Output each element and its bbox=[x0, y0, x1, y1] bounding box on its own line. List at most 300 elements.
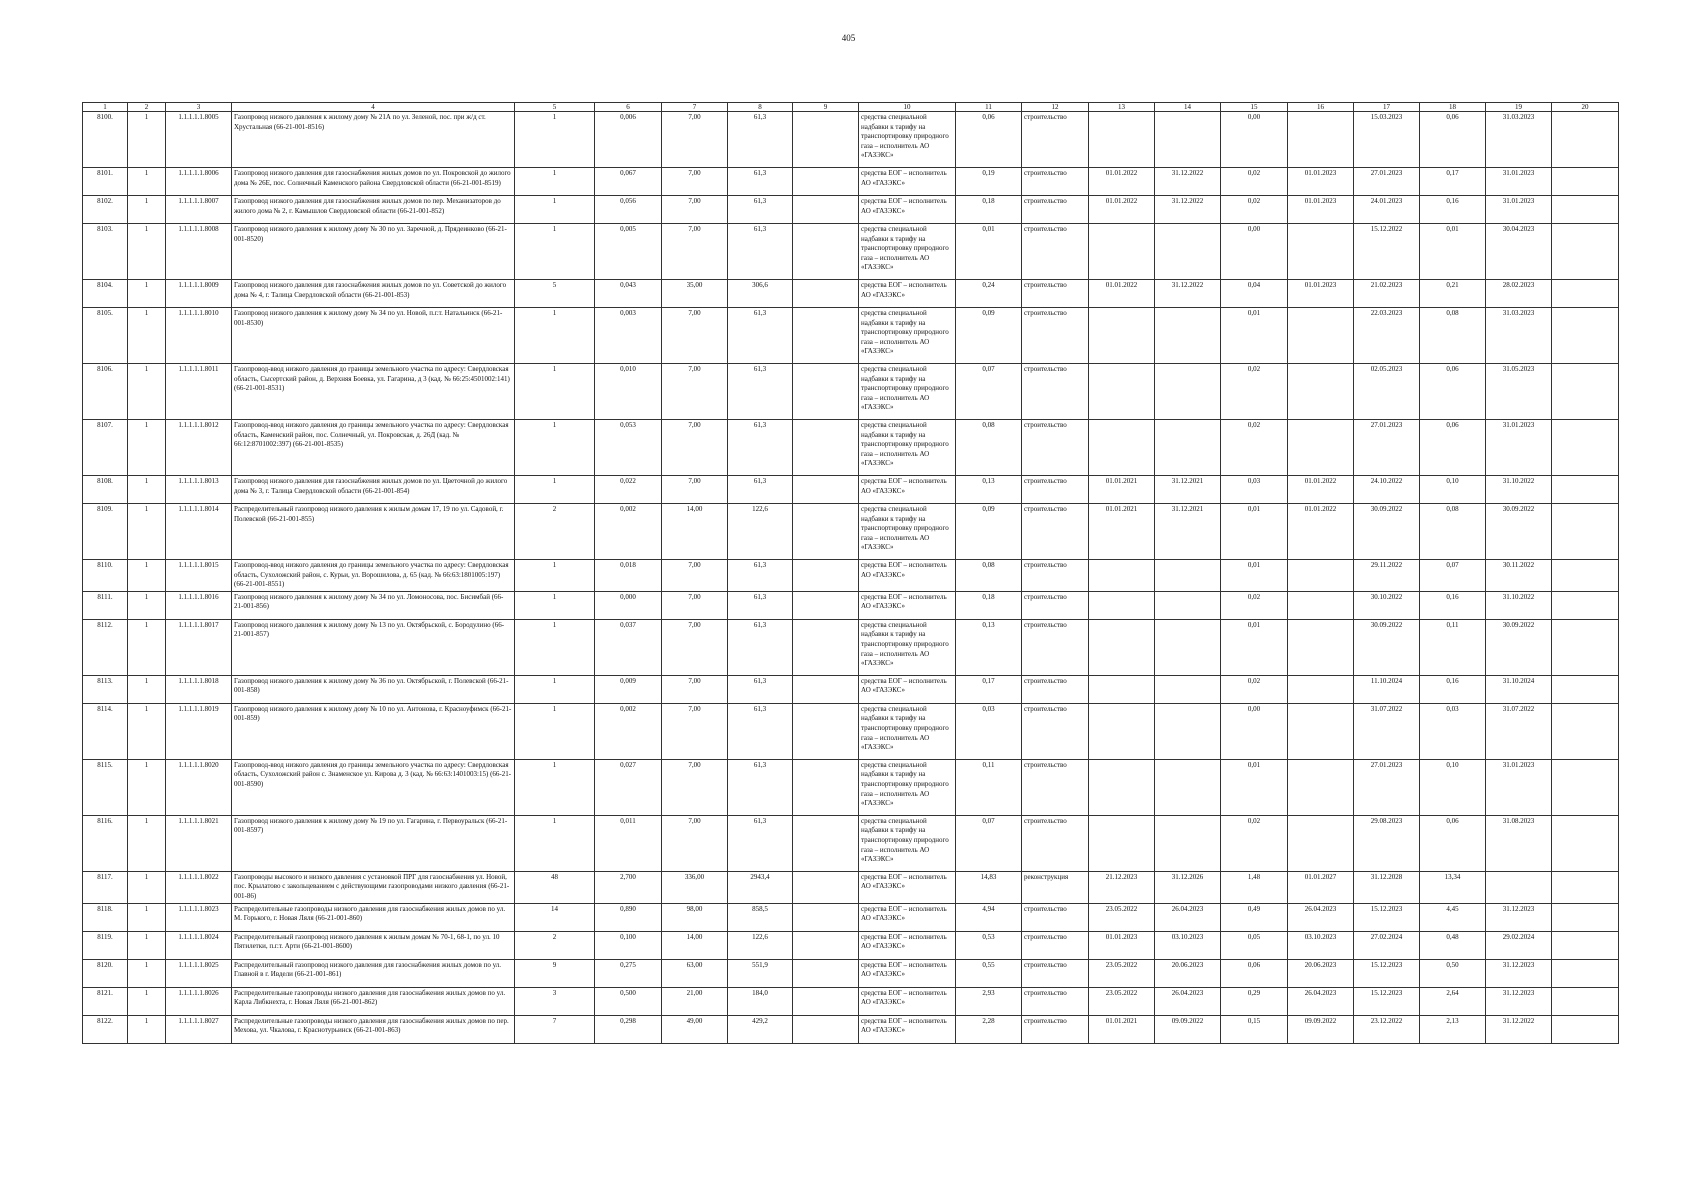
col-15: 0,02 bbox=[1221, 591, 1288, 619]
col-2: 1 bbox=[128, 815, 166, 871]
col-9 bbox=[793, 871, 859, 903]
table-row bbox=[83, 931, 1619, 959]
col-8: 2943,4 bbox=[728, 871, 793, 903]
col-9 bbox=[793, 903, 859, 931]
row-number: 8111. bbox=[83, 591, 128, 619]
row-number: 8102. bbox=[83, 196, 128, 224]
col-18: 4,45 bbox=[1420, 903, 1486, 931]
col-5: 1 bbox=[515, 420, 595, 476]
col-18: 0,16 bbox=[1420, 591, 1486, 619]
col-11: 0,11 bbox=[956, 759, 1022, 815]
col-15: 0,29 bbox=[1221, 987, 1288, 1015]
col-17: 15.12.2023 bbox=[1354, 987, 1420, 1015]
object-description: Распределительный газопровод низкого давления к жилым домам 17, 19 по ул. Садовой, г. Полевской (66-21-001-855) bbox=[232, 504, 515, 560]
col-11: 0,24 bbox=[956, 280, 1022, 308]
col-11: 0,53 bbox=[956, 931, 1022, 959]
object-description: Распределительный газопровод низкого давления к жилым домам № 70-1, 68-1, по ул. 10 Пятилетки, п.г.т. Арти (66-21-001-8600) bbox=[232, 931, 515, 959]
col-17: 31.07.2022 bbox=[1354, 703, 1420, 759]
col-5: 1 bbox=[515, 759, 595, 815]
col-8: 61,3 bbox=[728, 619, 793, 675]
funding-source: средства ЕОГ – исполнитель АО «ГАЗЭКС» bbox=[859, 987, 956, 1015]
col-8: 122,6 bbox=[728, 931, 793, 959]
col-17: 15.03.2023 bbox=[1354, 112, 1420, 168]
object-description: Газопровод низкого давления для газоснабжения жилых домов по ул. Советской до жилого дома № 4, г. Талица Свердловской области (66-21-001-853) bbox=[232, 280, 515, 308]
col-9 bbox=[793, 504, 859, 560]
row-number: 8101. bbox=[83, 168, 128, 196]
funding-source: средства специальной надбавки к тарифу на транспортировку природного газа – исполнитель АО «ГАЗЭКС» bbox=[859, 759, 956, 815]
row-number: 8106. bbox=[83, 364, 128, 420]
col-8: 61,3 bbox=[728, 815, 793, 871]
funding-source: средства специальной надбавки к тарифу на транспортировку природного газа – исполнитель АО «ГАЗЭКС» bbox=[859, 224, 956, 280]
col-5: 1 bbox=[515, 703, 595, 759]
work-type: строительство bbox=[1022, 476, 1089, 504]
col-5: 9 bbox=[515, 959, 595, 987]
col-11: 0,08 bbox=[956, 420, 1022, 476]
length-km: 0,056 bbox=[595, 196, 662, 224]
length-km: 0,000 bbox=[595, 591, 662, 619]
row-number: 8107. bbox=[83, 420, 128, 476]
col-2: 1 bbox=[128, 476, 166, 504]
funding-source: средства специальной надбавки к тарифу на транспортировку природного газа – исполнитель АО «ГАЗЭКС» bbox=[859, 815, 956, 871]
col-2: 1 bbox=[128, 619, 166, 675]
col-5: 1 bbox=[515, 224, 595, 280]
funding-source: средства ЕОГ – исполнитель АО «ГАЗЭКС» bbox=[859, 959, 956, 987]
completion-date: 30.09.2022 bbox=[1486, 619, 1552, 675]
col-17: 15.12.2022 bbox=[1354, 224, 1420, 280]
work-type: строительство bbox=[1022, 280, 1089, 308]
end-date bbox=[1155, 112, 1221, 168]
col-5: 1 bbox=[515, 168, 595, 196]
col-9 bbox=[793, 1015, 859, 1043]
end-date bbox=[1155, 703, 1221, 759]
column-number-16: 16 bbox=[1288, 103, 1354, 112]
completion-date: 31.12.2023 bbox=[1486, 903, 1552, 931]
col-20 bbox=[1552, 168, 1619, 196]
length-km: 0,275 bbox=[595, 959, 662, 987]
col-7: 98,00 bbox=[662, 903, 728, 931]
completion-date: 31.12.2023 bbox=[1486, 959, 1552, 987]
col-9 bbox=[793, 476, 859, 504]
completion-date bbox=[1486, 871, 1552, 903]
table-row bbox=[83, 168, 1619, 196]
col-17: 22.03.2023 bbox=[1354, 308, 1420, 364]
end-date: 26.04.2023 bbox=[1155, 987, 1221, 1015]
col-11: 14,83 bbox=[956, 871, 1022, 903]
object-description: Газопровод-ввод низкого давления до границы земельного участка по адресу: Свердловская область, Сухоложский район с. Знаменское ул. Кирова д. 3 (кад. № 66:63:1401003:15) (66-21-001-8590) bbox=[232, 759, 515, 815]
object-description: Газопровод низкого давления к жилому дому № 34 по ул. Ломоносова, пос. Бисимбай (66-21-001-856) bbox=[232, 591, 515, 619]
start-date: 01.01.2021 bbox=[1089, 1015, 1155, 1043]
col-8: 61,3 bbox=[728, 364, 793, 420]
object-description: Газопровод низкого давления для газоснабжения жилых домов по пер. Механизаторов до жилого дома № 2, г. Камышлов Свердловской области (66-21-001-852) bbox=[232, 196, 515, 224]
column-number-10: 10 bbox=[859, 103, 956, 112]
start-date: 23.05.2022 bbox=[1089, 903, 1155, 931]
start-date: 23.05.2022 bbox=[1089, 959, 1155, 987]
completion-date: 30.11.2022 bbox=[1486, 560, 1552, 592]
col-9 bbox=[793, 759, 859, 815]
col-2: 1 bbox=[128, 112, 166, 168]
table-row bbox=[83, 1015, 1619, 1043]
completion-date: 31.12.2022 bbox=[1486, 1015, 1552, 1043]
column-number-5: 5 bbox=[515, 103, 595, 112]
col-8: 61,3 bbox=[728, 168, 793, 196]
col-20 bbox=[1552, 591, 1619, 619]
row-number: 8110. bbox=[83, 560, 128, 592]
col-5: 1 bbox=[515, 619, 595, 675]
length-km: 0,005 bbox=[595, 224, 662, 280]
col-8: 61,3 bbox=[728, 703, 793, 759]
funding-source: средства ЕОГ – исполнитель АО «ГАЗЭКС» bbox=[859, 168, 956, 196]
end-date bbox=[1155, 591, 1221, 619]
col-2: 1 bbox=[128, 308, 166, 364]
start-date: 21.12.2023 bbox=[1089, 871, 1155, 903]
object-description: Газопровод низкого давления к жилому дому № 19 по ул. Гагарина, г. Первоуральск (66-21-001-8597) bbox=[232, 815, 515, 871]
col-7: 7,00 bbox=[662, 308, 728, 364]
completion-date: 31.10.2022 bbox=[1486, 591, 1552, 619]
completion-date: 31.07.2022 bbox=[1486, 703, 1552, 759]
col-2: 1 bbox=[128, 1015, 166, 1043]
col-9 bbox=[793, 560, 859, 592]
column-number-13: 13 bbox=[1089, 103, 1155, 112]
col-9 bbox=[793, 959, 859, 987]
table-row bbox=[83, 675, 1619, 703]
table-row bbox=[83, 560, 1619, 592]
completion-date: 31.01.2023 bbox=[1486, 168, 1552, 196]
funding-source: средства ЕОГ – исполнитель АО «ГАЗЭКС» bbox=[859, 280, 956, 308]
length-km: 2,700 bbox=[595, 871, 662, 903]
end-date: 31.12.2022 bbox=[1155, 168, 1221, 196]
col-2: 1 bbox=[128, 560, 166, 592]
column-number-row bbox=[83, 103, 1619, 112]
col-20 bbox=[1552, 703, 1619, 759]
col-8: 122,6 bbox=[728, 504, 793, 560]
table-row bbox=[83, 112, 1619, 168]
col-18: 0,03 bbox=[1420, 703, 1486, 759]
col-11: 0,18 bbox=[956, 591, 1022, 619]
object-description: Газопровод низкого давления к жилому дому № 13 по ул. Октябрьской, с. Бородулино (66-21-001-857) bbox=[232, 619, 515, 675]
column-number-20: 20 bbox=[1552, 103, 1619, 112]
col-18: 0,48 bbox=[1420, 931, 1486, 959]
col-15: 0,01 bbox=[1221, 759, 1288, 815]
start-date: 01.01.2023 bbox=[1089, 931, 1155, 959]
object-description: Газопроводы высокого и низкого давления с установкой ПРГ для газоснабжения ул. Новой, пос. Крылатово с закольцеванием с действующими газопроводами низкого давления (66-21-001-86) bbox=[232, 871, 515, 903]
object-code: 1.1.1.1.1.8020 bbox=[166, 759, 232, 815]
col-8: 306,6 bbox=[728, 280, 793, 308]
col-11: 2,93 bbox=[956, 987, 1022, 1015]
col-2: 1 bbox=[128, 168, 166, 196]
col-7: 14,00 bbox=[662, 931, 728, 959]
col-16 bbox=[1288, 675, 1354, 703]
work-type: строительство bbox=[1022, 112, 1089, 168]
col-18: 0,06 bbox=[1420, 420, 1486, 476]
page-number: 405 bbox=[841, 33, 856, 43]
work-type: строительство bbox=[1022, 987, 1089, 1015]
start-date: 01.01.2022 bbox=[1089, 196, 1155, 224]
object-code: 1.1.1.1.1.8021 bbox=[166, 815, 232, 871]
object-description: Газопровод низкого давления к жилому дому № 30 по ул. Заречной, д. Прядеинково (66-21-001-8520) bbox=[232, 224, 515, 280]
length-km: 0,018 bbox=[595, 560, 662, 592]
col-15: 0,05 bbox=[1221, 931, 1288, 959]
table-row bbox=[83, 476, 1619, 504]
col-11: 0,09 bbox=[956, 308, 1022, 364]
completion-date: 31.01.2023 bbox=[1486, 420, 1552, 476]
object-code: 1.1.1.1.1.8005 bbox=[166, 112, 232, 168]
col-9 bbox=[793, 224, 859, 280]
col-5: 1 bbox=[515, 591, 595, 619]
col-20 bbox=[1552, 931, 1619, 959]
column-number-1: 1 bbox=[83, 103, 128, 112]
col-17: 27.01.2023 bbox=[1354, 420, 1420, 476]
end-date bbox=[1155, 619, 1221, 675]
col-11: 0,13 bbox=[956, 476, 1022, 504]
col-5: 14 bbox=[515, 903, 595, 931]
col-16: 01.01.2023 bbox=[1288, 168, 1354, 196]
col-5: 3 bbox=[515, 987, 595, 1015]
row-number: 8121. bbox=[83, 987, 128, 1015]
col-9 bbox=[793, 675, 859, 703]
end-date bbox=[1155, 675, 1221, 703]
object-code: 1.1.1.1.1.8024 bbox=[166, 931, 232, 959]
col-20 bbox=[1552, 759, 1619, 815]
col-17: 29.08.2023 bbox=[1354, 815, 1420, 871]
col-2: 1 bbox=[128, 675, 166, 703]
object-code: 1.1.1.1.1.8011 bbox=[166, 364, 232, 420]
col-11: 0,19 bbox=[956, 168, 1022, 196]
col-15: 1,48 bbox=[1221, 871, 1288, 903]
col-15: 0,03 bbox=[1221, 476, 1288, 504]
row-number: 8118. bbox=[83, 903, 128, 931]
col-16 bbox=[1288, 591, 1354, 619]
object-code: 1.1.1.1.1.8023 bbox=[166, 903, 232, 931]
funding-source: средства специальной надбавки к тарифу на транспортировку природного газа – исполнитель АО «ГАЗЭКС» bbox=[859, 504, 956, 560]
col-17: 30.09.2022 bbox=[1354, 619, 1420, 675]
col-9 bbox=[793, 987, 859, 1015]
col-16: 26.04.2023 bbox=[1288, 987, 1354, 1015]
start-date bbox=[1089, 364, 1155, 420]
funding-source: средства ЕОГ – исполнитель АО «ГАЗЭКС» bbox=[859, 903, 956, 931]
col-16: 20.06.2023 bbox=[1288, 959, 1354, 987]
col-16 bbox=[1288, 759, 1354, 815]
object-code: 1.1.1.1.1.8009 bbox=[166, 280, 232, 308]
table-row bbox=[83, 364, 1619, 420]
col-20 bbox=[1552, 1015, 1619, 1043]
col-17: 24.01.2023 bbox=[1354, 196, 1420, 224]
col-17: 29.11.2022 bbox=[1354, 560, 1420, 592]
row-number: 8100. bbox=[83, 112, 128, 168]
col-20 bbox=[1552, 903, 1619, 931]
end-date: 31.12.2021 bbox=[1155, 476, 1221, 504]
col-2: 1 bbox=[128, 364, 166, 420]
object-code: 1.1.1.1.1.8015 bbox=[166, 560, 232, 592]
col-2: 1 bbox=[128, 420, 166, 476]
col-18: 0,16 bbox=[1420, 675, 1486, 703]
row-number: 8114. bbox=[83, 703, 128, 759]
col-15: 0,49 bbox=[1221, 903, 1288, 931]
completion-date: 28.02.2023 bbox=[1486, 280, 1552, 308]
work-type: строительство bbox=[1022, 1015, 1089, 1043]
register-table bbox=[82, 102, 1619, 1044]
col-5: 2 bbox=[515, 504, 595, 560]
col-18: 0,08 bbox=[1420, 308, 1486, 364]
col-15: 0,04 bbox=[1221, 280, 1288, 308]
work-type: строительство bbox=[1022, 815, 1089, 871]
col-17: 27.01.2023 bbox=[1354, 759, 1420, 815]
col-7: 35,00 bbox=[662, 280, 728, 308]
row-number: 8108. bbox=[83, 476, 128, 504]
end-date bbox=[1155, 420, 1221, 476]
work-type: строительство bbox=[1022, 224, 1089, 280]
col-8: 61,3 bbox=[728, 196, 793, 224]
col-17: 31.12.2028 bbox=[1354, 871, 1420, 903]
col-11: 0,07 bbox=[956, 815, 1022, 871]
col-17: 15.12.2023 bbox=[1354, 959, 1420, 987]
table-row bbox=[83, 987, 1619, 1015]
funding-source: средства ЕОГ – исполнитель АО «ГАЗЭКС» bbox=[859, 476, 956, 504]
object-description: Газопровод низкого давления к жилому дому № 10 по ул. Антонова, г. Красноуфимск (66-21-001-859) bbox=[232, 703, 515, 759]
col-18: 13,34 bbox=[1420, 871, 1486, 903]
col-8: 61,3 bbox=[728, 420, 793, 476]
length-km: 0,011 bbox=[595, 815, 662, 871]
col-2: 1 bbox=[128, 280, 166, 308]
col-7: 336,00 bbox=[662, 871, 728, 903]
length-km: 0,006 bbox=[595, 112, 662, 168]
col-8: 551,9 bbox=[728, 959, 793, 987]
col-11: 4,94 bbox=[956, 903, 1022, 931]
col-7: 49,00 bbox=[662, 1015, 728, 1043]
end-date bbox=[1155, 224, 1221, 280]
row-number: 8112. bbox=[83, 619, 128, 675]
work-type: строительство bbox=[1022, 619, 1089, 675]
object-code: 1.1.1.1.1.8006 bbox=[166, 168, 232, 196]
end-date: 31.12.2026 bbox=[1155, 871, 1221, 903]
start-date bbox=[1089, 560, 1155, 592]
start-date bbox=[1089, 703, 1155, 759]
col-15: 0,01 bbox=[1221, 619, 1288, 675]
col-20 bbox=[1552, 987, 1619, 1015]
col-9 bbox=[793, 168, 859, 196]
end-date: 31.12.2021 bbox=[1155, 504, 1221, 560]
col-15: 0,00 bbox=[1221, 703, 1288, 759]
col-11: 2,28 bbox=[956, 1015, 1022, 1043]
col-2: 1 bbox=[128, 703, 166, 759]
col-9 bbox=[793, 815, 859, 871]
column-number-2: 2 bbox=[128, 103, 166, 112]
column-number-18: 18 bbox=[1420, 103, 1486, 112]
object-description: Распределительный газопровод низкого давления для газоснабжения жилых домов по ул. Главной в г. Ивдели (66-21-001-861) bbox=[232, 959, 515, 987]
length-km: 0,009 bbox=[595, 675, 662, 703]
end-date bbox=[1155, 308, 1221, 364]
row-number: 8113. bbox=[83, 675, 128, 703]
object-code: 1.1.1.1.1.8008 bbox=[166, 224, 232, 280]
col-2: 1 bbox=[128, 196, 166, 224]
col-16: 01.01.2027 bbox=[1288, 871, 1354, 903]
col-17: 30.10.2022 bbox=[1354, 591, 1420, 619]
col-20 bbox=[1552, 675, 1619, 703]
col-5: 1 bbox=[515, 560, 595, 592]
row-number: 8116. bbox=[83, 815, 128, 871]
col-9 bbox=[793, 591, 859, 619]
col-18: 0,08 bbox=[1420, 504, 1486, 560]
column-number-9: 9 bbox=[793, 103, 859, 112]
col-8: 61,3 bbox=[728, 675, 793, 703]
col-16 bbox=[1288, 619, 1354, 675]
row-number: 8117. bbox=[83, 871, 128, 903]
col-8: 61,3 bbox=[728, 759, 793, 815]
col-7: 7,00 bbox=[662, 196, 728, 224]
col-2: 1 bbox=[128, 504, 166, 560]
col-16 bbox=[1288, 364, 1354, 420]
table-row bbox=[83, 959, 1619, 987]
object-code: 1.1.1.1.1.8014 bbox=[166, 504, 232, 560]
start-date: 01.01.2021 bbox=[1089, 476, 1155, 504]
col-2: 1 bbox=[128, 591, 166, 619]
col-17: 27.01.2023 bbox=[1354, 168, 1420, 196]
col-9 bbox=[793, 280, 859, 308]
start-date bbox=[1089, 420, 1155, 476]
col-15: 0,01 bbox=[1221, 308, 1288, 364]
col-7: 7,00 bbox=[662, 560, 728, 592]
col-18: 0,17 bbox=[1420, 168, 1486, 196]
column-number-14: 14 bbox=[1155, 103, 1221, 112]
col-9 bbox=[793, 703, 859, 759]
funding-source: средства специальной надбавки к тарифу на транспортировку природного газа – исполнитель АО «ГАЗЭКС» bbox=[859, 420, 956, 476]
col-7: 21,00 bbox=[662, 987, 728, 1015]
col-15: 0,02 bbox=[1221, 196, 1288, 224]
col-11: 0,03 bbox=[956, 703, 1022, 759]
col-16: 01.01.2023 bbox=[1288, 280, 1354, 308]
object-code: 1.1.1.1.1.8017 bbox=[166, 619, 232, 675]
col-18: 2,64 bbox=[1420, 987, 1486, 1015]
start-date bbox=[1089, 591, 1155, 619]
col-17: 02.05.2023 bbox=[1354, 364, 1420, 420]
length-km: 0,003 bbox=[595, 308, 662, 364]
col-8: 61,3 bbox=[728, 308, 793, 364]
col-16 bbox=[1288, 703, 1354, 759]
col-18: 0,50 bbox=[1420, 959, 1486, 987]
col-17: 24.10.2022 bbox=[1354, 476, 1420, 504]
table-row bbox=[83, 815, 1619, 871]
end-date bbox=[1155, 560, 1221, 592]
work-type: строительство bbox=[1022, 560, 1089, 592]
col-15: 0,02 bbox=[1221, 364, 1288, 420]
end-date bbox=[1155, 759, 1221, 815]
funding-source: средства ЕОГ – исполнитель АО «ГАЗЭКС» bbox=[859, 1015, 956, 1043]
col-2: 1 bbox=[128, 987, 166, 1015]
col-2: 1 bbox=[128, 931, 166, 959]
col-20 bbox=[1552, 224, 1619, 280]
col-7: 7,00 bbox=[662, 703, 728, 759]
end-date: 20.06.2023 bbox=[1155, 959, 1221, 987]
object-description: Газопровод-ввод низкого давления до границы земельного участка по адресу: Свердловская область, Каменский район, пос. Солнечный, ул. Покровская, д. 26Д (кад. № 66:12:8701002:397) (66-21-001-8535) bbox=[232, 420, 515, 476]
object-code: 1.1.1.1.1.8022 bbox=[166, 871, 232, 903]
row-number: 8105. bbox=[83, 308, 128, 364]
col-7: 7,00 bbox=[662, 591, 728, 619]
col-5: 48 bbox=[515, 871, 595, 903]
col-20 bbox=[1552, 364, 1619, 420]
start-date bbox=[1089, 815, 1155, 871]
table-row bbox=[83, 871, 1619, 903]
col-2: 1 bbox=[128, 871, 166, 903]
work-type: реконструкция bbox=[1022, 871, 1089, 903]
length-km: 0,022 bbox=[595, 476, 662, 504]
col-17: 30.09.2022 bbox=[1354, 504, 1420, 560]
funding-source: средства ЕОГ – исполнитель АО «ГАЗЭКС» bbox=[859, 931, 956, 959]
work-type: строительство bbox=[1022, 420, 1089, 476]
object-code: 1.1.1.1.1.8026 bbox=[166, 987, 232, 1015]
length-km: 0,010 bbox=[595, 364, 662, 420]
column-number-11: 11 bbox=[956, 103, 1022, 112]
end-date bbox=[1155, 815, 1221, 871]
completion-date: 31.10.2024 bbox=[1486, 675, 1552, 703]
